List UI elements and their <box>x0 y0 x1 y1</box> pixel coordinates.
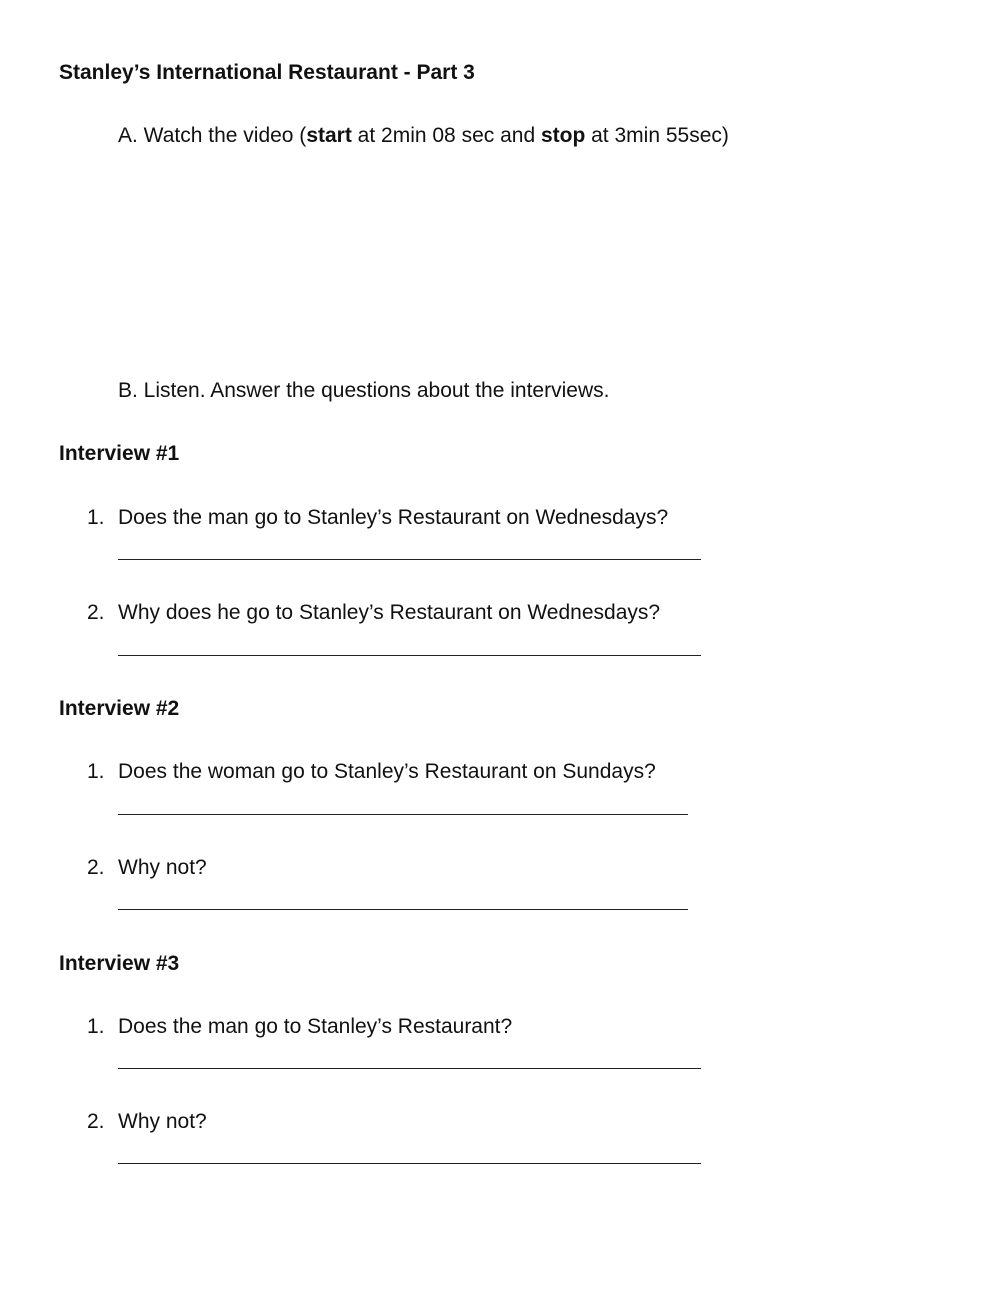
instruction-a-prefix: A. Watch the video ( <box>118 124 307 147</box>
interview-1-heading: Interview #1 <box>59 442 180 465</box>
question-number: 2. <box>87 1110 105 1133</box>
interview-3-question-1 <box>87 1016 512 1037</box>
interview-2-answer-1-line[interactable] <box>118 814 688 815</box>
instruction-a-start: start <box>306 124 352 147</box>
question-text: Does the woman go to Stanley’s Restaurant on Sundays? <box>118 760 656 783</box>
interview-1-question-1 <box>87 507 668 528</box>
interview-3-answer-2-line[interactable] <box>118 1163 701 1164</box>
interview-2-answer-2-line[interactable] <box>118 909 688 910</box>
question-number: 1. <box>87 506 105 529</box>
page-title: Stanley’s International Restaurant - Part 3 <box>59 61 475 84</box>
interview-3-answer-1-line[interactable] <box>118 1068 701 1069</box>
question-text: Why does he go to Stanley’s Restaurant on Wednesdays? <box>118 601 661 624</box>
instruction-a-stop: stop <box>540 124 586 147</box>
instruction-a-middle: at 2min 08 sec and <box>351 124 541 147</box>
question-number: 2. <box>87 601 105 624</box>
question-number: 1. <box>87 760 105 783</box>
question-text: Why not? <box>118 1110 207 1133</box>
interview-2-heading: Interview #2 <box>59 697 180 720</box>
question-number: 2. <box>87 856 105 879</box>
interview-1-answer-1-line[interactable] <box>118 559 701 560</box>
interview-1-question-2 <box>87 602 660 623</box>
instruction-a <box>118 125 729 146</box>
interview-2-question-2 <box>87 857 207 878</box>
interview-3-heading: Interview #3 <box>59 952 180 975</box>
instruction-a-suffix: at 3min 55sec) <box>585 124 729 147</box>
interview-3-question-2 <box>87 1111 207 1132</box>
interview-2-question-1 <box>87 761 656 782</box>
question-text: Why not? <box>118 856 207 879</box>
interview-1-answer-2-line[interactable] <box>118 655 701 656</box>
question-number: 1. <box>87 1015 105 1038</box>
instruction-b: B. Listen. Answer the questions about the interviews. <box>118 379 610 402</box>
question-text: Does the man go to Stanley’s Restaurant on Wednesdays? <box>118 506 669 529</box>
question-text: Does the man go to Stanley’s Restaurant? <box>118 1015 513 1038</box>
